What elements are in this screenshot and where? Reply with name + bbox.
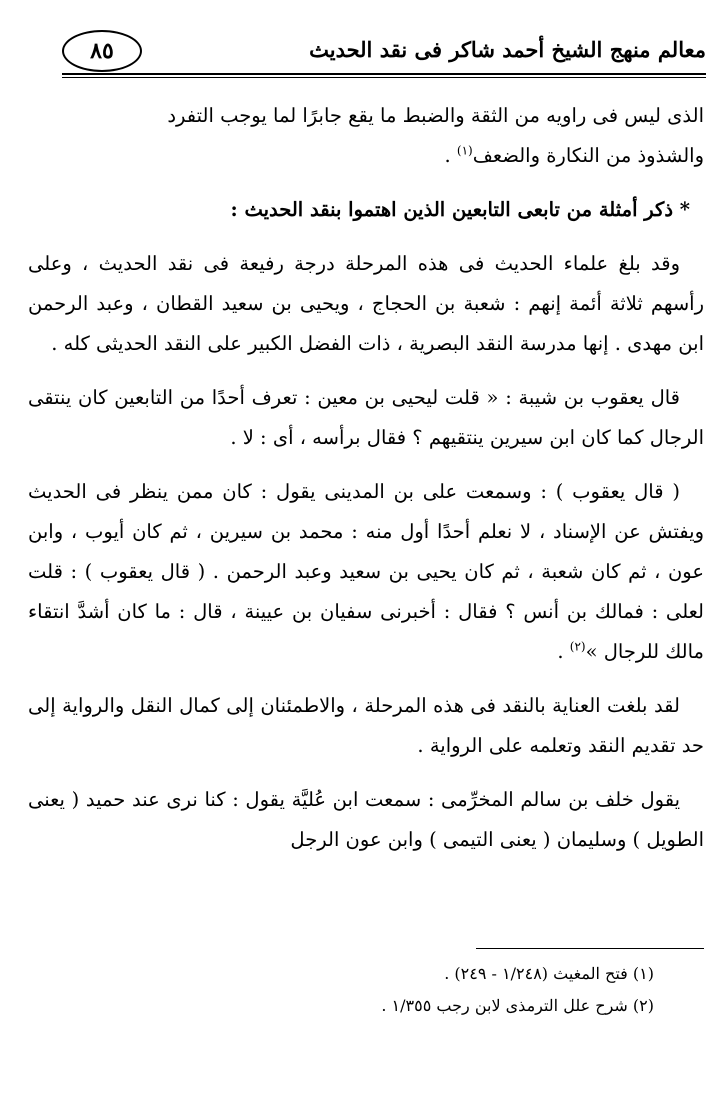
footnote: (١) فتح المغيث (١/٢٤٨ - ٢٤٩) .: [444, 964, 654, 983]
paragraph-end: .: [444, 144, 457, 167]
footnote-rule: [476, 948, 704, 949]
running-title: معالم منهج الشيخ أحمد شاكر فى نقد الحديث: [309, 37, 706, 62]
footnote: (٢) شرح علل الترمذى لابن رجب ١/٣٥٥ .: [381, 996, 654, 1015]
paragraph-line: الذى ليس فى راويه من الثقة والضبط ما يقع جابرًا لما يوجب التفرد: [167, 104, 704, 127]
paragraph: يقول خلف بن سالم المخرِّمى : سمعت ابن عُليَّة يقول : كنا نرى عند حميد ( يعنى الطويل ) وسليمان ( يعنى التيمى ) وابن عون الرجل: [28, 788, 704, 851]
header-rule-thin: [62, 77, 706, 78]
paragraph-text: ( قال يعقوب ) : وسمعت على بن المدينى يقول : كان ممن ينظر فى الحديث ويفتش عن الإسناد ، لا نعلم أحدًا أول منه : محمد بن سيرين ، ثم كان أيوب ، وابن عون ، ثم كان شعبة ، ثم كان يحيى بن سعيد وعبد الرحمن . ( قال يعقوب ) : قلت لعلى : فمالك بن أنس ؟ فقال : أخبرنى سفيان بن عيينة ، قال : ما كان أشدَّ انتقاء مالك للرجال »: [28, 480, 704, 663]
section-heading: * ذكر أمثلة من تابعى التابعين الذين اهتموا بنقد الحديث :: [230, 198, 690, 221]
body-text: [28, 96, 704, 860]
paragraph: وقد بلغ علماء الحديث فى هذه المرحلة درجة رفيعة فى نقد الحديث ، وعلى رأسهم ثلاثة أئمة إنهم : شعبة بن الحجاج ، ويحيى بن سعيد القطان ، وعبد الرحمن ابن مهدى . إنها مدرسة النقد البصرية ، ذات الفضل الكبير على النقد الحديثى كله .: [28, 252, 704, 355]
footnote-ref: (١): [456, 143, 473, 158]
footnote-ref: (٢): [569, 639, 586, 654]
paragraph: لقد بلغت العناية بالنقد فى هذه المرحلة ، والاطمئنان إلى كمال النقل والرواية إلى حد تقديم النقد وتعلمه على الرواية .: [28, 694, 704, 757]
footnotes: [28, 958, 654, 1022]
paragraph-continuation: [28, 96, 704, 176]
paragraph: قال يعقوب بن شيبة : « قلت ليحيى بن معين : تعرف أحدًا من التابعين كان ينتقى الرجال كما كان ابن سيرين ينتقيهم ؟ فقال برأسه ، أى : لا .: [28, 386, 704, 449]
header-rule-thick: [62, 73, 706, 75]
paragraph-line: والشذوذ من النكارة والضعف: [472, 144, 704, 167]
page-number: ٨٥: [62, 30, 142, 72]
paragraph-end: .: [557, 640, 570, 663]
paragraph: [28, 472, 704, 672]
